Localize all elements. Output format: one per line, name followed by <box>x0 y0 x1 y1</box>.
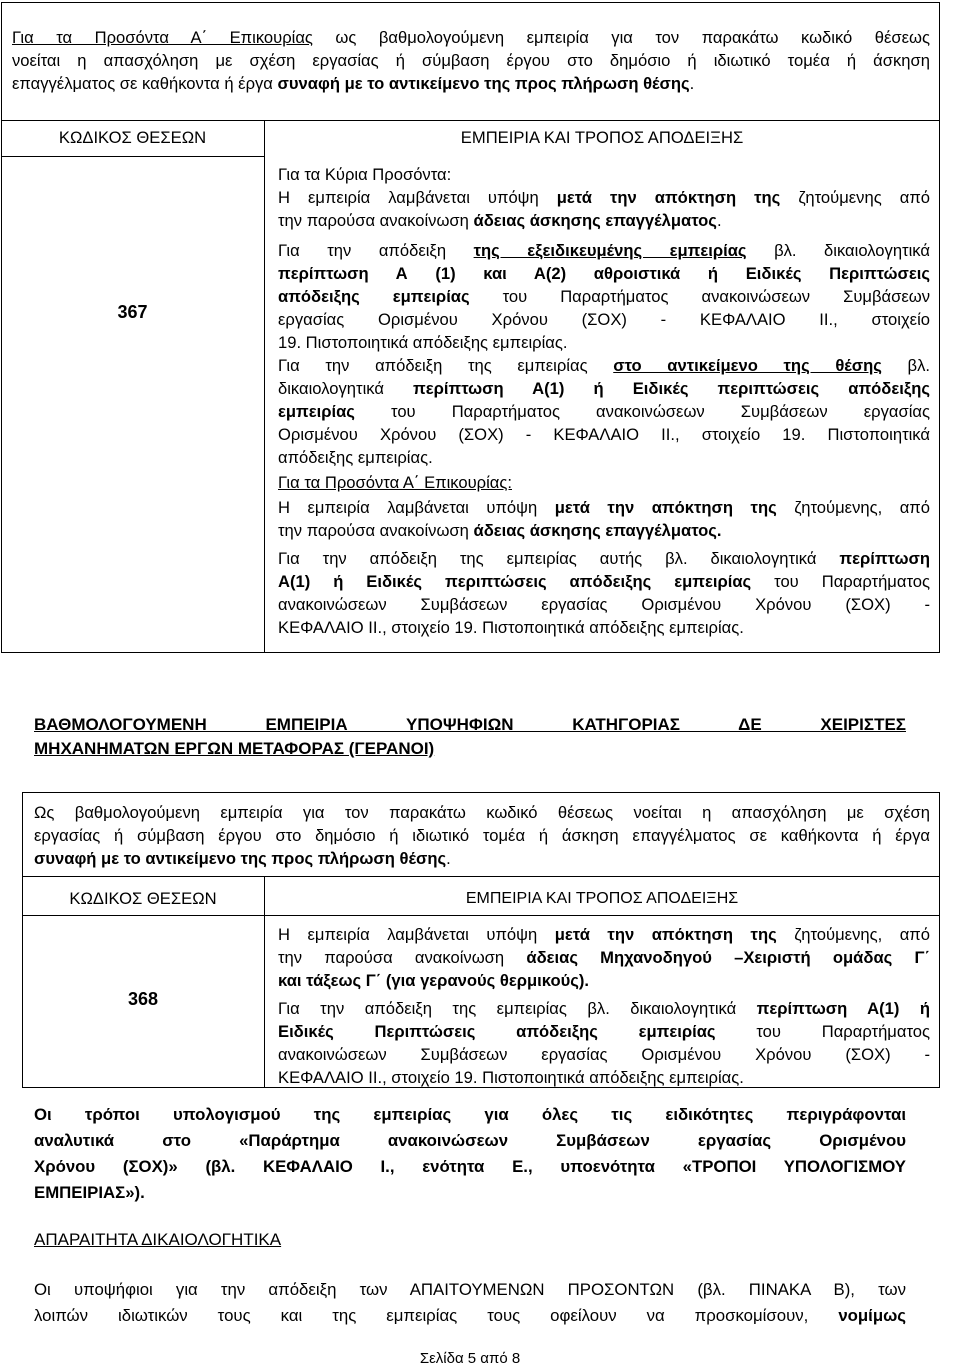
text: ζητούμενης, από <box>776 498 930 517</box>
intro-text: ως βαθμολογούμενη εμπειρία για τον παρακάτω κωδικό θέσεως <box>312 28 931 47</box>
bold-text: απόδειξης εμπειρίας <box>278 287 470 306</box>
required-heading <box>34 1228 281 1252</box>
bold-text: μετά την απόκτηση της <box>554 925 777 944</box>
bold-text: Ειδικές Περιπτώσεις απόδειξης εμπειρίας <box>278 1022 716 1041</box>
epik-heading: Για τα Προσόντα Α΄ Επικουρίας: <box>278 473 512 492</box>
bold-text: περίπτωση Α(1) ή <box>756 999 930 1018</box>
text: του Παραρτήματος ανακοινώσεων Συμβάσεων εργασίας <box>354 402 930 421</box>
bold-text: άδειας Μηχανοδηγού –Χειριστή ομάδας Γ΄ <box>526 948 931 967</box>
section-heading <box>34 713 906 761</box>
text: Η εμπειρία λαμβάνεται υπόψη <box>278 498 555 517</box>
calc-note <box>34 1102 906 1206</box>
intro-text: . <box>689 74 695 93</box>
text: του Παραρτήματος <box>751 572 931 591</box>
text: βλ. δικαιολογητικά <box>746 241 930 260</box>
calc-note-line: Χρόνου (ΣΟΧ)» (βλ. ΚΕΦΑΛΑΙΟ Ι., ενότητα Ε., υποενότητα «ΤΡΟΠΟΙ ΥΠΟΛΟΓΙΣΜΟΥ <box>34 1157 906 1176</box>
text: την παρούσα ανακοίνωση <box>278 521 474 540</box>
text: λοιπών ιδιωτικών τους και της εμπειρίας τους οφείλουν να προσκομίσουν, <box>34 1306 839 1325</box>
bold-text: περίπτωση <box>839 549 930 568</box>
intro-text: εργασίας ή σύμβαση έργου στο δημόσιο ή ιδιωτικό τομέα ή άσκηση επαγγέλματος σε καθήκοντα ή έργα <box>34 826 930 845</box>
kyria-heading: Για τα Κύρια Προσόντα: <box>278 165 452 184</box>
text: ζητούμενης, από <box>776 925 930 944</box>
table-divider <box>1 156 264 157</box>
text: βλ. <box>881 356 930 375</box>
bold-text: και τάξεως Γ΄ (για γερανούς θερμικούς). <box>278 971 590 990</box>
table-divider <box>22 876 940 877</box>
section-heading-line: ΜΗΧΑΝΗΜΑΤΩΝ ΕΡΓΩΝ ΜΕΤΑΦΟΡΑΣ (ΓΕΡΑΝΟΙ) <box>34 739 435 758</box>
bold-text: περίπτωση Α(1) ή Ειδικές περιπτώσεις απόδειξης <box>413 379 930 398</box>
text: απόδειξης εμπειρίας. <box>278 448 433 467</box>
page-number: Σελίδα 5 από 8 <box>419 1350 521 1367</box>
position-code: 368 <box>127 989 159 1009</box>
bold-text: περίπτωση Α (1) και Α(2) αθροιστικά ή Ειδικές Περιπτώσεις <box>278 264 930 283</box>
text: Για την απόδειξη της εμπειρίας <box>278 356 614 375</box>
text: δικαιολογητικά <box>278 379 414 398</box>
calc-note-line: Οι τρόποι υπολογισμού της εμπειρίας για όλες τις ειδικότητες περιγράφονται <box>34 1105 906 1124</box>
table1-body <box>278 163 930 639</box>
intro-text: νοείται η απασχόληση με σχέση εργασίας ή σύμβαση έργου στο δημόσιο ή ιδιωτικό τομέα ή άσκηση <box>12 51 930 70</box>
bold-text: νομίμως <box>838 1306 906 1325</box>
calc-note-line: ΕΜΠΕΙΡΙΑΣ»). <box>34 1183 145 1202</box>
bold-text: εμπειρίας <box>278 402 355 421</box>
text: την παρούσα ανακοίνωση <box>278 211 474 230</box>
bold-text: μετά την απόκτηση της <box>554 498 777 517</box>
text: Για την απόδειξη <box>278 241 474 260</box>
intro-bold: συναφή με το αντικείμενο της προς πλήρωση θέσης <box>277 74 690 93</box>
text: την παρούσα ανακοίνωση <box>278 948 527 967</box>
text: Η εμπειρία λαμβάνεται υπόψη <box>278 925 555 944</box>
col-header-experience: ΕΜΠΕΙΡΙΑ ΚΑΙ ΤΡΟΠΟΣ ΑΠΟΔΕΙΞΗΣ <box>465 890 739 907</box>
bold-underlined: της εξειδικευμένης εμπειρίας <box>473 241 747 260</box>
intro-underlined: Για τα Προσόντα Α΄ Επικουρίας <box>12 28 313 47</box>
table1-intro <box>12 26 930 95</box>
bold-text: άδειας άσκησης επαγγέλματος <box>473 211 717 230</box>
text: του Παραρτήματος ανακοινώσεων Συμβάσεων <box>469 287 930 306</box>
text: ΚΕΦΑΛΑΙΟ ΙΙ., στοιχείο 19. Πιστοποιητικά απόδειξης εμπειρίας. <box>278 1068 744 1087</box>
col-header-experience: ΕΜΠΕΙΡΙΑ ΚΑΙ ΤΡΟΠΟΣ ΑΠΟΔΕΙΞΗΣ <box>460 128 744 147</box>
position-code: 367 <box>117 302 148 322</box>
text: ζητούμενης από <box>780 188 930 207</box>
table-divider <box>22 915 940 916</box>
text: Οι υποψήφιοι για την απόδειξη των ΑΠΑΙΤΟΥΜΕΝΩΝ ΠΡΟΣΟΝΤΩΝ (βλ. ΠΙΝΑΚΑ Β), των <box>34 1280 906 1299</box>
bold-text: Α(1) ή Ειδικές περιπτώσεις απόδειξης εμπειρίας <box>278 572 752 591</box>
intro-text: . <box>446 849 451 868</box>
calc-note-line: αναλυτικά στο «Παράρτημα ανακοινώσεων Συμβάσεων εργασίας Ορισμένου <box>34 1131 906 1150</box>
text: εργασίας Ορισμένου Χρόνου (ΣΟΧ) - ΚΕΦΑΛΑΙΟ ΙΙ., στοιχείο <box>278 310 930 329</box>
table2-body <box>278 923 930 1089</box>
text: ΚΕΦΑΛΑΙΟ ΙΙ., στοιχείο 19. Πιστοποιητικά απόδειξης εμπειρίας. <box>278 618 744 637</box>
table2-intro <box>34 801 930 870</box>
required-heading-text: ΑΠΑΡΑΙΤΗΤΑ ΔΙΚΑΙΟΛΟΓΗΤΙΚΑ <box>34 1230 282 1249</box>
text: Για την απόδειξη της εμπειρίας βλ. δικαιολογητικά <box>278 999 757 1018</box>
text: 19. Πιστοποιητικά απόδειξης εμπειρίας. <box>278 333 568 352</box>
col-header-code: ΚΩΔΙΚΟΣ ΘΕΣΕΩΝ <box>69 889 217 908</box>
text: του Παραρτήματος <box>715 1022 931 1041</box>
section-heading-line: ΒΑΘΜΟΛΟΓΟΥΜΕΝΗ ΕΜΠΕΙΡΙΑ ΥΠΟΨΗΦΙΩΝ ΚΑΤΗΓΟΡΙΑΣ ΔΕ ΧΕΙΡΙΣΤΕΣ <box>34 715 906 734</box>
intro-text: Ως βαθμολογούμενη εμπειρία για τον παρακάτω κωδικό θέσεως νοείται η απασχόληση με σχέση <box>34 803 930 822</box>
bold-text: μετά την απόκτηση της <box>556 188 781 207</box>
text: Ορισμένου Χρόνου (ΣΟΧ) - ΚΕΦΑΛΑΙΟ ΙΙ., στοιχείο 19. Πιστοποιητικά <box>278 425 930 444</box>
text: ανακοινώσεων Συμβάσεων εργασίας Ορισμένου Χρόνου (ΣΟΧ) - <box>278 1045 930 1064</box>
intro-bold: συναφή με το αντικείμενο της προς πλήρωση θέσης <box>34 849 447 868</box>
bold-text: άδειας άσκησης επαγγέλματος. <box>473 521 722 540</box>
bold-underlined: στο αντικείμενο της θέσης <box>613 356 882 375</box>
text: ανακοινώσεων Συμβάσεων εργασίας Ορισμένου Χρόνου (ΣΟΧ) - <box>278 595 930 614</box>
table-divider <box>1 120 940 121</box>
intro-text: επαγγέλματος σε καθήκοντα ή έργα <box>12 74 278 93</box>
table-divider <box>264 120 265 653</box>
text: Για την απόδειξη της εμπειρίας αυτής βλ. δικαιολογητικά <box>278 549 840 568</box>
text: . <box>716 211 722 230</box>
required-text <box>34 1277 906 1329</box>
text: Η εμπειρία λαμβάνεται υπόψη <box>278 188 557 207</box>
col-header-code: ΚΩΔΙΚΟΣ ΘΕΣΕΩΝ <box>58 128 207 147</box>
